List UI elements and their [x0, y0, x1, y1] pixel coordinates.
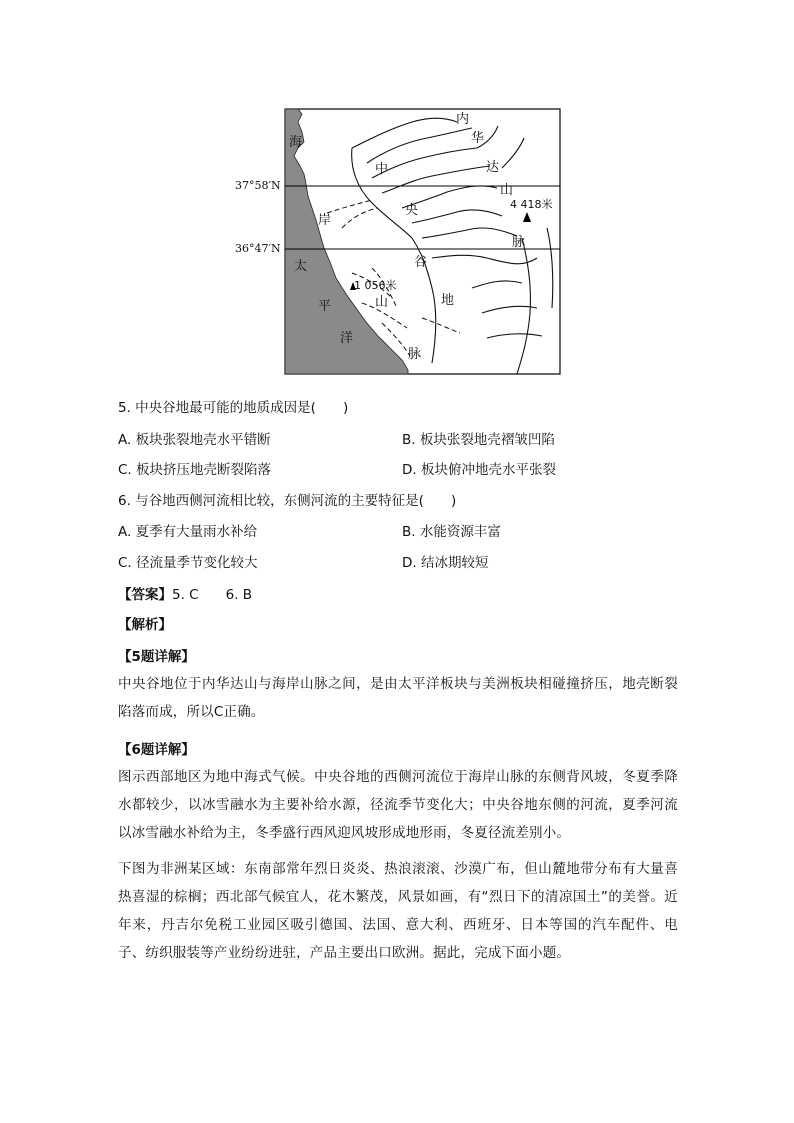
map-label-zhong: 中 [375, 162, 389, 177]
question-6-option-b: B. 水能资源丰富 [402, 524, 501, 540]
map-label-hai: 海 [289, 135, 303, 150]
map-figure [232, 108, 562, 376]
question-6-option-d: D. 结冰期较短 [402, 555, 489, 571]
detail-5-label: 【5题详解】 [118, 649, 195, 665]
peak-label-east: 4 418米 [510, 198, 553, 211]
map-label-tai: 太 [294, 259, 308, 274]
latitude-label-north: 37°58′N [235, 179, 281, 192]
question-5-stem: 5. 中央谷地最可能的地质成因是( ) [118, 400, 349, 416]
question-6-option-a: A. 夏季有大量雨水补给 [118, 524, 258, 540]
question-5-option-d: D. 板块俯冲地壳水平张裂 [402, 462, 556, 478]
answer-line [118, 583, 252, 603]
map-label-nei: 内 [456, 112, 470, 127]
map-label-ping: 平 [318, 299, 332, 314]
question-6-stem: 6. 与谷地西侧河流相比较，东侧河流的主要特征是( ) [118, 493, 457, 509]
question-5-option-b: B. 板块张裂地壳褶皱凹陷 [402, 432, 555, 448]
map-label-di: 地 [441, 293, 455, 308]
map-label-yang-central: 央 [405, 203, 419, 218]
map-label-shan-west: 山 [375, 295, 389, 310]
analysis-label: 【解析】 [118, 617, 172, 633]
map-label-da: 达 [486, 160, 500, 175]
answer-label: 【答案】 [118, 587, 172, 603]
latitude-label-south: 36°47′N [235, 242, 281, 255]
intro-paragraph: 下图为非洲某区域：东南部常年烈日炎炎、热浪滚滚、沙漠广布，但山麓地带分布有大量喜热喜湿的棕榈；西北部气候宜人，花木繁茂，风景如画，有“烈日下的清凉国土”的美誉。近年来，丹吉尔免税工业园区吸引德国、法国、意大利、西班牙、日本等国的汽车配件、电子、纺织服装等产业纷纷进驻，产品主要出口欧洲。据此，完成下面小题。 [118, 861, 678, 961]
answer-text: 5. C 6. B [172, 587, 253, 603]
detail-6-text: 图示西部地区为地中海式气候。中央谷地的西侧河流位于海岸山脉的东侧背风坡，冬夏季降水都较少，以冰雪融水为主要补给水源，径流季节变化大；中央谷地东侧的河流，夏季河流以冰雪融水补给为主，冬季盛行西风迎风坡形成地形雨，冬夏径流差别小。 [118, 769, 678, 841]
map-label-hua: 华 [471, 131, 485, 146]
detail-5-text: 中央谷地位于内华达山与海岸山脉之间，是由太平洋板块与美洲板块相碰撞挤压，地壳断裂陷落而成，所以C正确。 [118, 676, 678, 720]
question-5-option-c: C. 板块挤压地壳断裂陷落 [118, 462, 272, 478]
map-label-yang: 洋 [340, 331, 354, 346]
map-label-gu: 谷 [414, 255, 428, 270]
question-6-option-c: C. 径流量季节变化较大 [118, 555, 258, 571]
map-label-mai-west: 脉 [408, 347, 422, 362]
map-label-mai-east: 脉 [512, 235, 526, 250]
peak-label-west: 1 056米 [354, 279, 397, 292]
map-label-an: 岸 [318, 213, 332, 228]
map-label-shan-east: 山 [500, 183, 514, 198]
detail-6-label: 【6题详解】 [118, 742, 195, 758]
question-5-option-a: A. 板块张裂地壳水平错断 [118, 432, 271, 448]
